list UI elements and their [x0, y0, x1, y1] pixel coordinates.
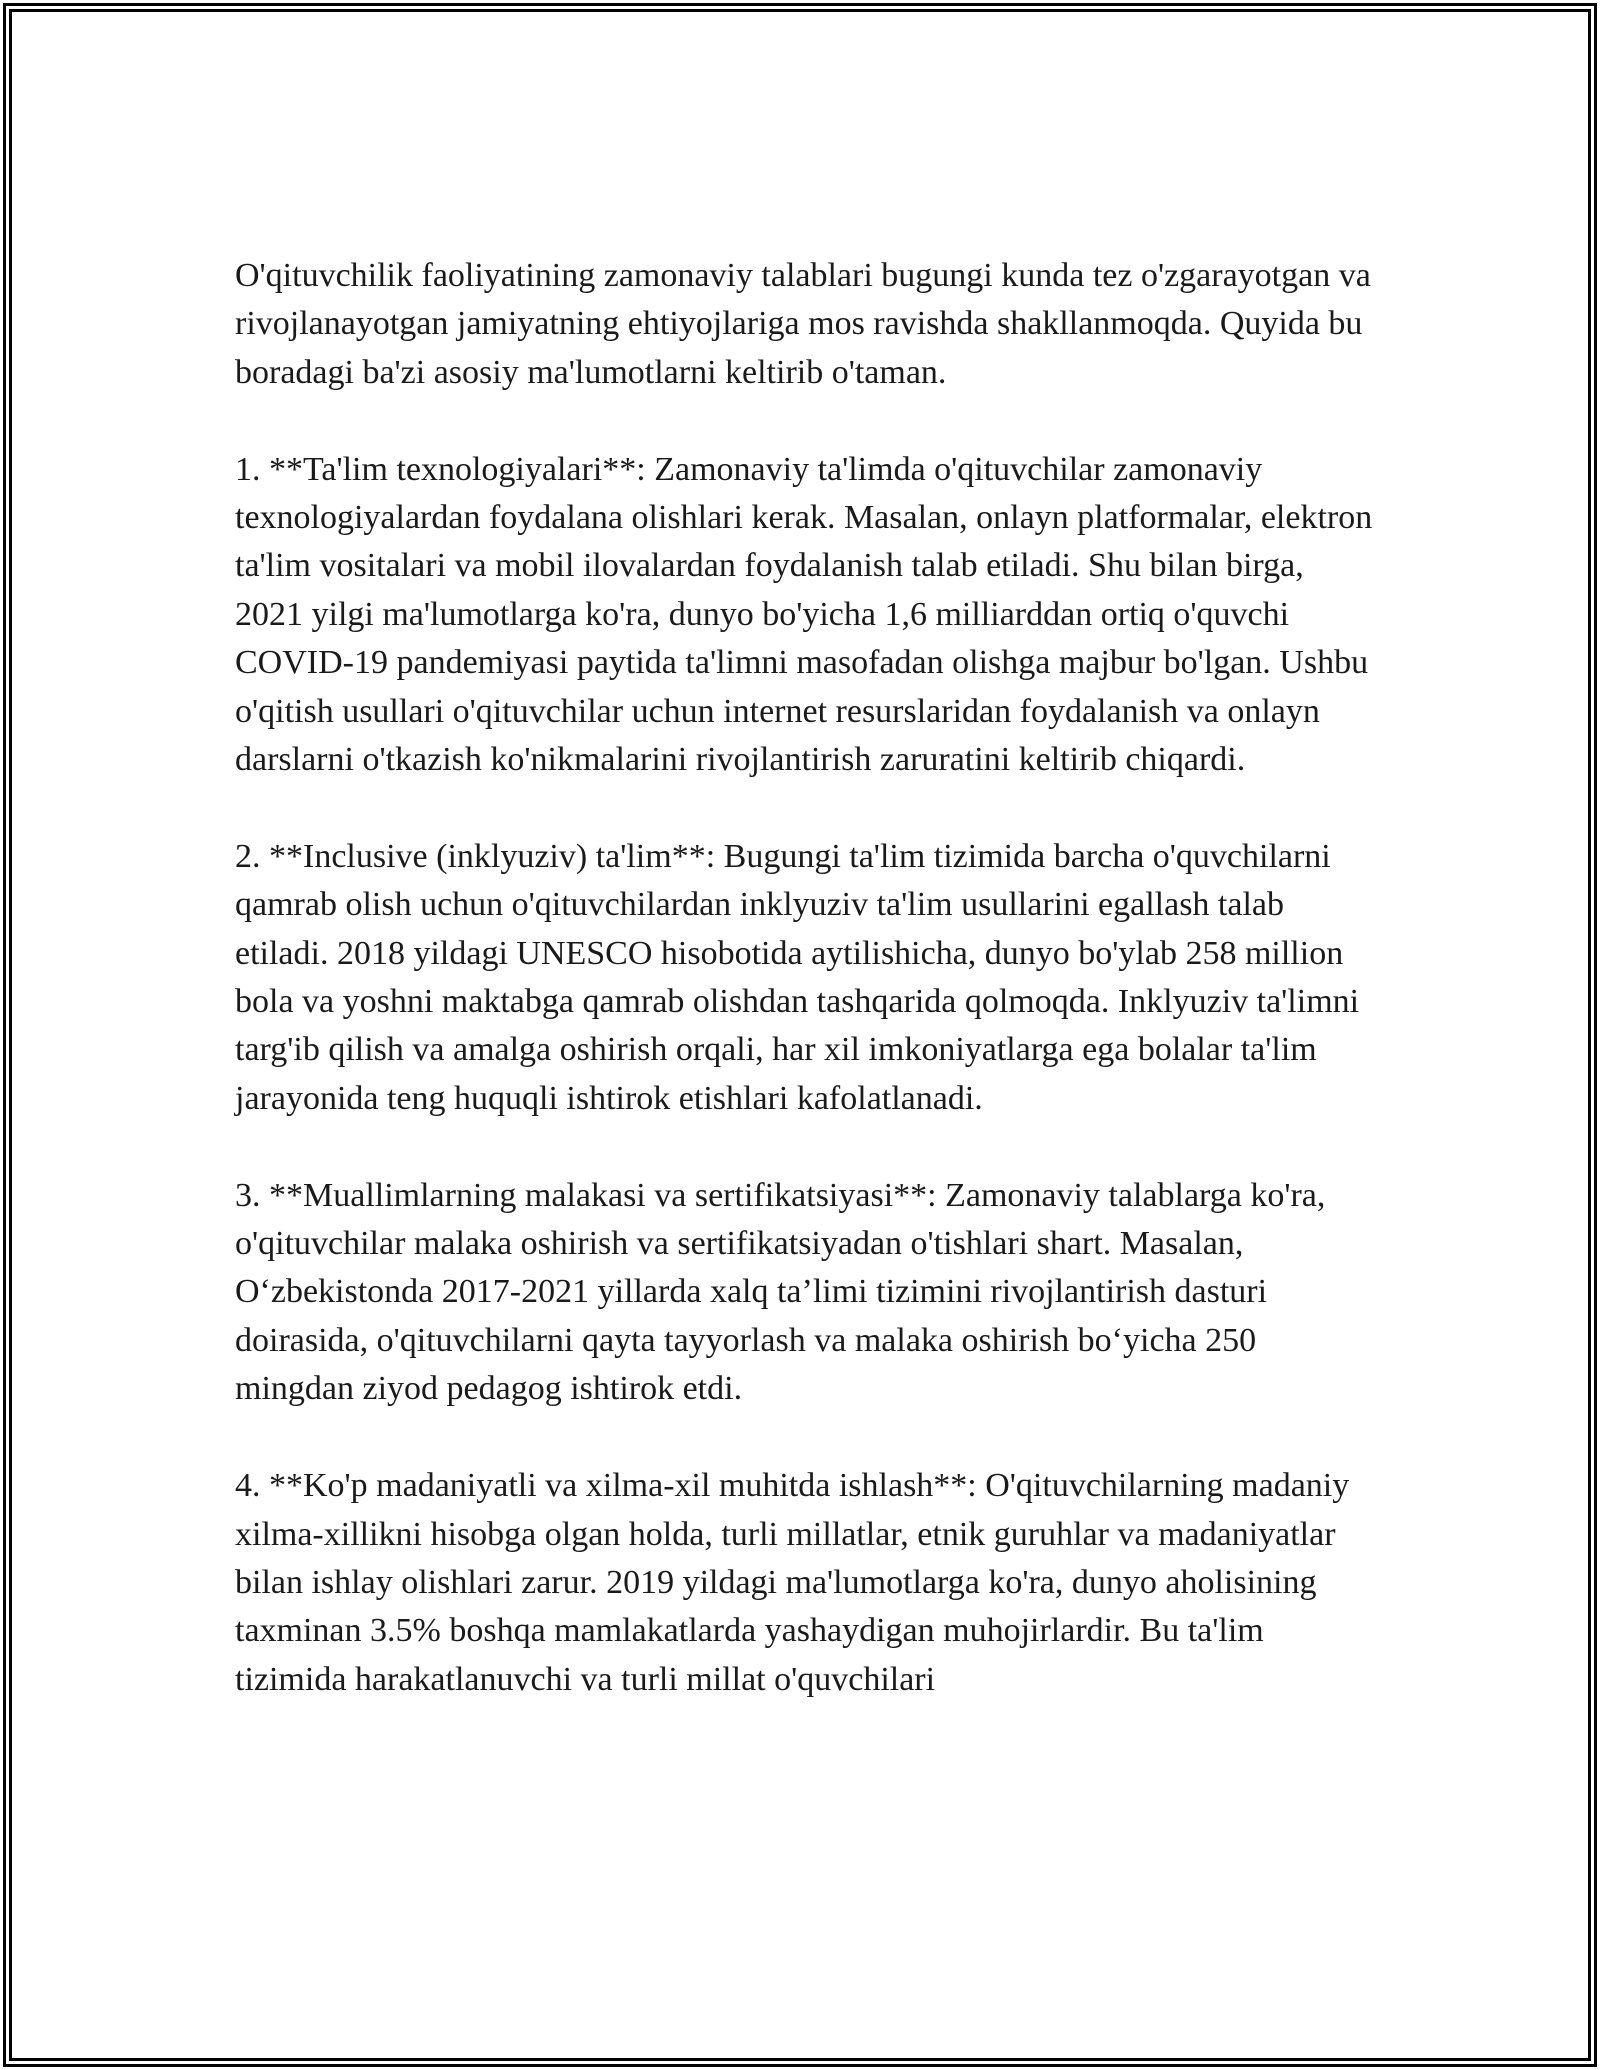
document-body — [235, 252, 1375, 1704]
intro-paragraph: O'qituvchilik faoliyatining zamonaviy talablari bugungi kunda tez o'zgarayotgan va rivojlanayotgan jamiyatning ehtiyojlariga mos ravishda shakllanmoqda. Quyida bu boradagi ba'zi asosiy ma'lumotlarni keltirib o'taman. — [235, 257, 1371, 391]
list-item-teacher-qualification: 3. **Muallimlarning malakasi va sertifikatsiyasi**: Zamonaviy talablarga ko'ra, o'qituvchilar malaka oshirish va sertifikatsiyadan o'tishlari shart. Masalan, O‘zbekistonda 2017-2021 yillarda xalq ta’limi tizimini rivojlantirish dasturi doirasida, o'qituvchilarni qayta tayyorlash va malaka oshirish bo‘yicha 250 mingdan ziyod pedagog ishtirok etdi. — [235, 1176, 1326, 1408]
list-item-education-technologies: 1. **Ta'lim texnologiyalari**: Zamonaviy ta'limda o'qituvchilar zamonaviy texnologiyalardan foydalana olishlari kerak. Masalan, onlayn platformalar, elektron ta'lim vositalari va mobil ilovalardan foydalanish talab etiladi. Shu bilan birga, 2021 yilgi ma'lumotlarga ko'ra, dunyo bo'yicha 1,6 milliarddan ortiq o'quvchi COVID-19 pandemiyasi paytida ta'limni masofadan olishga majbur bo'lgan. Ushbu o'qitish usullari o'qituvchilar uchun internet resurslaridan foydalanish va onlayn darslarni o'tkazish ko'nikmalarini rivojlantirish zaruratini keltirib chiqardi. — [235, 450, 1373, 779]
list-item-inclusive-education: 2. **Inclusive (inklyuziv) ta'lim**: Bugungi ta'lim tizimida barcha o'quvchilarni qamrab olish uchun o'qituvchilardan inklyuziv ta'lim usullarini egallash talab etiladi. 2018 yildagi UNESCO hisobotida aytilishicha, dunyo bo'ylab 258 million bola va yoshni maktabga qamrab olishdan tashqarida qolmoqda. Inklyuziv ta'limni targ'ib qilish va amalga oshirish orqali, har xil imkoniyatlarga ega bolalar ta'lim jarayonida teng huquqli ishtirok etishlari kafolatlanadi. — [235, 837, 1360, 1117]
list-item-multicultural-environment: 4. **Ko'p madaniyatli va xilma-xil muhitda ishlash**: O'qituvchilarning madaniy xilma-xillikni hisobga olgan holda, turli millatlar, etnik guruhlar va madaniyatlar bilan ishlay olishlari zarur. 2019 yildagi ma'lumotlarga ko'ra, dunyo aholisining taxminan 3.5% boshqa mamlakatlarda yashaydigan muhojirlardir. Bu ta'lim tizimida harakatlanuvchi va turli millat o'quvchilari — [235, 1467, 1350, 1698]
